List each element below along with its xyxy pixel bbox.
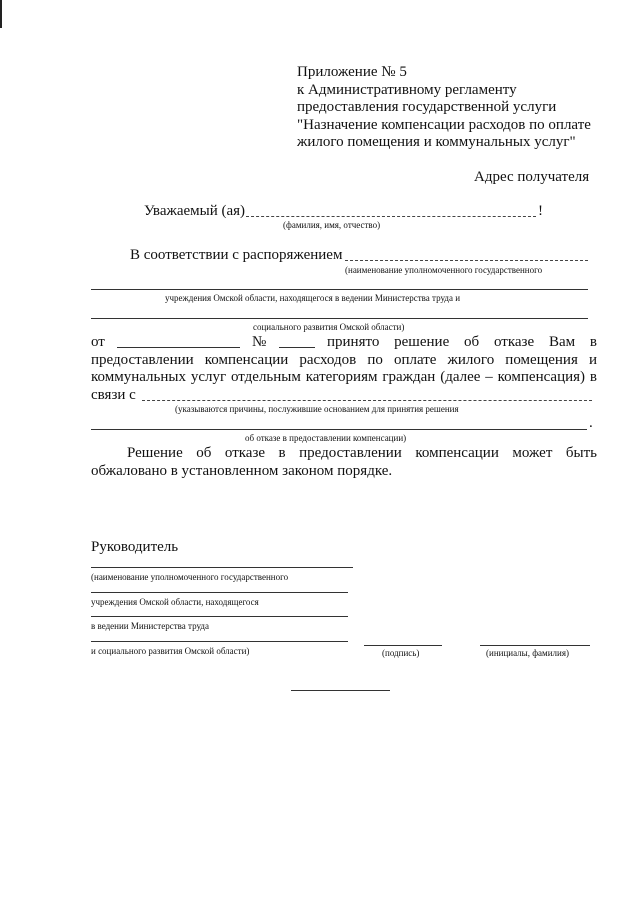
refusal-reason-hint-1: (указываются причины, послужившие основанием для принятия решения xyxy=(175,404,459,414)
decision-number-sign: № xyxy=(252,334,267,350)
decision-date-field xyxy=(117,347,240,348)
decision-line-2: предоставлении компенсации расходов по оплате жилого помещения и xyxy=(91,352,597,368)
decision-line-3: коммунальных услуг отдельным категориям граждан (далее – компенсация) в xyxy=(91,369,597,385)
signatory-title: Руководитель xyxy=(91,539,179,555)
decision-line-1: принято решение об отказе Вам в xyxy=(327,334,597,350)
institution-name-field-3 xyxy=(91,318,588,319)
greeting-label: Уважаемый (ая) xyxy=(144,203,246,219)
recipient-address: Адрес получателя xyxy=(474,169,590,185)
appeal-line-2: обжаловано в установленном законом порядке. xyxy=(91,463,393,479)
signatory-hint-4: и социального развития Омской области) xyxy=(91,646,250,656)
refusal-reason-end: . xyxy=(589,415,593,431)
appeal-line-1: Решение об отказе в предоставлении компенсации может быть xyxy=(127,445,597,461)
institution-hint-3: социального развития Омской области) xyxy=(253,322,405,332)
signatory-institution-field-3 xyxy=(91,616,348,617)
appendix-regulation: к Административному регламенту xyxy=(297,82,517,98)
institution-hint-2: учреждения Омской области, находящегося в ведении Министерства труда и xyxy=(165,293,461,303)
recipient-name-hint: (фамилия, имя, отчество) xyxy=(283,220,381,230)
closing-separator xyxy=(291,690,390,691)
signatory-institution-field-1 xyxy=(91,567,353,568)
refusal-reason-hint-2: об отказе в предоставлении компенсации) xyxy=(245,433,407,443)
refusal-reason-field-1 xyxy=(142,400,592,401)
signatory-institution-field-2 xyxy=(91,592,348,593)
institution-name-field-2 xyxy=(91,289,588,290)
decision-from: от xyxy=(91,334,105,350)
initials-surname-field xyxy=(480,645,590,646)
signatory-hint-3: в ведении Министерства труда xyxy=(91,621,209,631)
signature-field xyxy=(364,645,442,646)
decision-reason-intro: связи с xyxy=(91,387,136,403)
decision-number-field xyxy=(279,347,315,348)
appendix-service-name-1: "Назначение компенсации расходов по оплате xyxy=(297,117,591,133)
signatory-hint-2: учреждения Омской области, находящегося xyxy=(91,597,259,607)
recipient-name-field xyxy=(246,216,536,217)
refusal-reason-field-2 xyxy=(91,429,587,430)
greeting-end: ! xyxy=(538,203,543,219)
signature-hint: (подпись) xyxy=(382,648,420,658)
appendix-number: Приложение № 5 xyxy=(297,64,407,80)
order-intro: В соответствии с распоряжением xyxy=(130,247,343,263)
signatory-institution-field-4 xyxy=(91,641,348,642)
appendix-service-name-2: жилого помещения и коммунальных услуг" xyxy=(297,134,576,150)
signatory-hint-1: (наименование уполномоченного государственного xyxy=(91,572,289,582)
initials-surname-hint: (инициалы, фамилия) xyxy=(486,648,569,658)
institution-name-field-1 xyxy=(345,260,588,261)
appendix-service: предоставления государственной услуги xyxy=(297,99,557,115)
scan-edge-mark xyxy=(0,0,2,28)
institution-hint-1: (наименование уполномоченного государственного xyxy=(345,265,543,275)
